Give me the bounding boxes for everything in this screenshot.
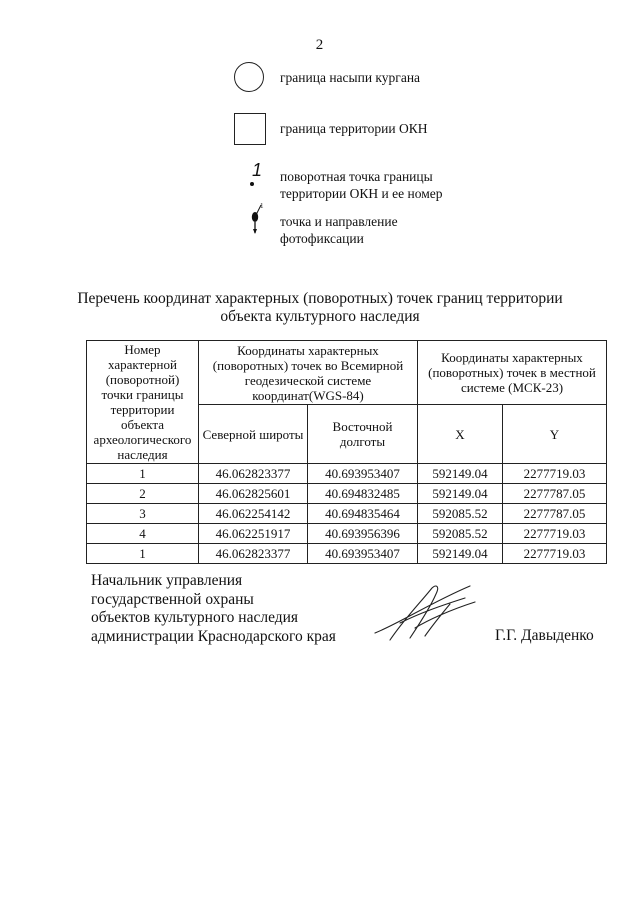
document-title-line2: объекта культурного наследия: [220, 308, 420, 325]
handwritten-signature: [370, 578, 480, 653]
cell-north: 46.062823377: [199, 544, 308, 564]
cell-x: 592085.52: [418, 504, 503, 524]
cell-x: 592149.04: [418, 464, 503, 484]
table-row: [87, 504, 607, 524]
cell-north: 46.062254142: [199, 504, 308, 524]
table-row: [87, 524, 607, 544]
cell-point: 2: [87, 484, 199, 504]
table-header-row: [87, 341, 607, 405]
signatory-position-line4: администрации Краснодарского края: [91, 627, 336, 645]
subheader-north: Северной широты: [199, 405, 308, 464]
cell-y: 2277787.05: [503, 484, 607, 504]
legend-text-photo-line1: точка и направление: [280, 214, 398, 229]
legend-text-turning-point: [280, 168, 443, 202]
cell-east: 40.694835464: [308, 504, 418, 524]
cell-north: 46.062251917: [199, 524, 308, 544]
document-title: [60, 290, 580, 326]
cell-point: 1: [87, 544, 199, 564]
header-wgs84: Координаты характерных (поворотных) точек во Всемирной геодезической системе координат(WGS-84): [199, 341, 418, 405]
cell-east: 40.694832485: [308, 484, 418, 504]
turning-point-dot: [250, 182, 254, 186]
cell-north: 46.062825601: [199, 484, 308, 504]
square-icon: [234, 113, 266, 145]
table-row: [87, 484, 607, 504]
cell-east: 40.693953407: [308, 464, 418, 484]
cell-north: 46.062823377: [199, 464, 308, 484]
page-number: 2: [315, 37, 324, 53]
cell-y: 2277719.03: [503, 524, 607, 544]
legend-text-turning-point-line1: поворотная точка границы: [280, 169, 433, 184]
svg-text:1: 1: [260, 202, 264, 210]
table-row: [87, 544, 607, 564]
legend-text-mound: граница насыпи кургана: [280, 70, 421, 85]
subheader-east: Восточной долготы: [308, 405, 418, 464]
cell-x: 592085.52: [418, 524, 503, 544]
cell-y: 2277719.03: [503, 464, 607, 484]
cell-east: 40.693956396: [308, 524, 418, 544]
cell-x: 592149.04: [418, 544, 503, 564]
signatory-position-line1: Начальник управления: [91, 572, 243, 589]
header-point-number: Номер характерной (поворотной) точки границы территории объекта археологического наследия: [87, 341, 199, 464]
cell-y: 2277787.05: [503, 504, 607, 524]
subheader-x: X: [418, 405, 503, 464]
cell-point: 1: [87, 464, 199, 484]
signatory-name: Г.Г. Давыденко: [495, 627, 594, 644]
table-row: [87, 464, 607, 484]
header-local-system: Координаты характерных (поворотных) точек в местной системе (МСК-23): [418, 341, 607, 405]
cell-y: 2277719.03: [503, 544, 607, 564]
turning-point-icon: [232, 160, 264, 192]
cell-point: 3: [87, 504, 199, 524]
cell-point: 4: [87, 524, 199, 544]
signatory-position-line2: государственной охраны: [91, 590, 254, 608]
turning-point-number: 1: [252, 160, 263, 180]
legend-text-territory: граница территории ОКН: [280, 121, 428, 136]
photo-direction-icon: [246, 202, 268, 242]
legend-text-photo: [280, 213, 398, 247]
cell-east: 40.693953407: [308, 544, 418, 564]
subheader-y: Y: [503, 405, 607, 464]
signatory-position: [91, 572, 336, 646]
signatory-position-line3: объектов культурного наследия: [91, 609, 299, 626]
document-title-line1: Перечень координат характерных (поворотных) точек границ территории: [77, 290, 563, 307]
coordinates-table: [86, 340, 607, 564]
circle-icon: [234, 62, 264, 92]
legend-text-turning-point-line2: территории ОКН и ее номер: [280, 186, 443, 201]
cell-x: 592149.04: [418, 484, 503, 504]
legend-text-photo-line2: фотофиксации: [280, 231, 364, 246]
